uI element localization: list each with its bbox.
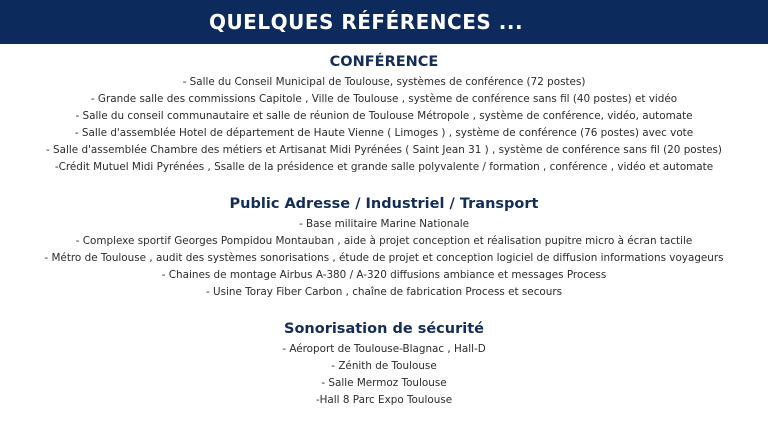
list-item: -Crédit Mutuel Midi Pyrénées , Ssalle de la présidence et grande salle polyvalente / formation , conférence , vidéo et automate bbox=[54, 161, 714, 173]
list-sonorisation-securite bbox=[0, 341, 768, 409]
section-public-adresse bbox=[0, 194, 768, 301]
list-item: - Salle Mermoz Toulouse bbox=[321, 377, 447, 389]
list-item: - Zénith de Toulouse bbox=[331, 360, 437, 372]
section-title-sonorisation-securite: Sonorisation de sécurité bbox=[284, 321, 484, 337]
list-item: - Salle du Conseil Municipal de Toulouse, systèmes de conférence (72 postes) bbox=[182, 76, 586, 88]
list-item: - Salle d'assemblée Hotel de département de Haute Vienne ( Limoges ) , système de conférence (76 postes) avec vote bbox=[74, 127, 694, 139]
list-item: - Base militaire Marine Nationale bbox=[299, 218, 469, 230]
section-conference bbox=[0, 52, 768, 176]
list-item: - Usine Toray Fiber Carbon , chaîne de fabrication Process et secours bbox=[205, 286, 563, 298]
section-title-conference: CONFÉRENCE bbox=[329, 54, 439, 70]
page-title-container bbox=[0, 0, 768, 44]
list-public-adresse bbox=[0, 216, 768, 301]
section-spacer bbox=[0, 301, 768, 319]
list-item: -Hall 8 Parc Expo Toulouse bbox=[315, 394, 453, 406]
section-spacer bbox=[0, 176, 768, 194]
list-conference bbox=[0, 74, 768, 176]
list-item: - Chaines de montage Airbus A-380 / A-320 diffusions ambiance et messages Process bbox=[161, 269, 607, 281]
list-item: - Métro de Toulouse , audit des systèmes sonorisations , étude de projet et conception logiciel de diffusion informations voyageurs bbox=[44, 252, 724, 264]
list-item: - Salle du conseil communautaire et salle de réunion de Toulouse Métropole , système de conférence, vidéo, automate bbox=[75, 110, 693, 122]
section-sonorisation-securite bbox=[0, 319, 768, 409]
list-item: - Complexe sportif Georges Pompidou Montauban , aide à projet conception et réalisation pupitre micro à écran tactile bbox=[75, 235, 693, 247]
page-title: QUELQUES RÉFÉRENCES ... bbox=[208, 10, 524, 34]
list-item: - Grande salle des commissions Capitole , Ville de Toulouse , système de conférence sans fil (40 postes) et vidéo bbox=[90, 93, 678, 105]
list-item: - Salle d'assemblée Chambre des métiers et Artisanat Midi Pyrénées ( Saint Jean 31 ) , système de conférence sans fil (20 postes) bbox=[46, 144, 722, 156]
section-title-public-adresse: Public Adresse / Industriel / Transport bbox=[229, 196, 539, 212]
list-item: - Aéroport de Toulouse-Blagnac , Hall-D bbox=[282, 343, 486, 355]
references-content bbox=[0, 52, 768, 409]
